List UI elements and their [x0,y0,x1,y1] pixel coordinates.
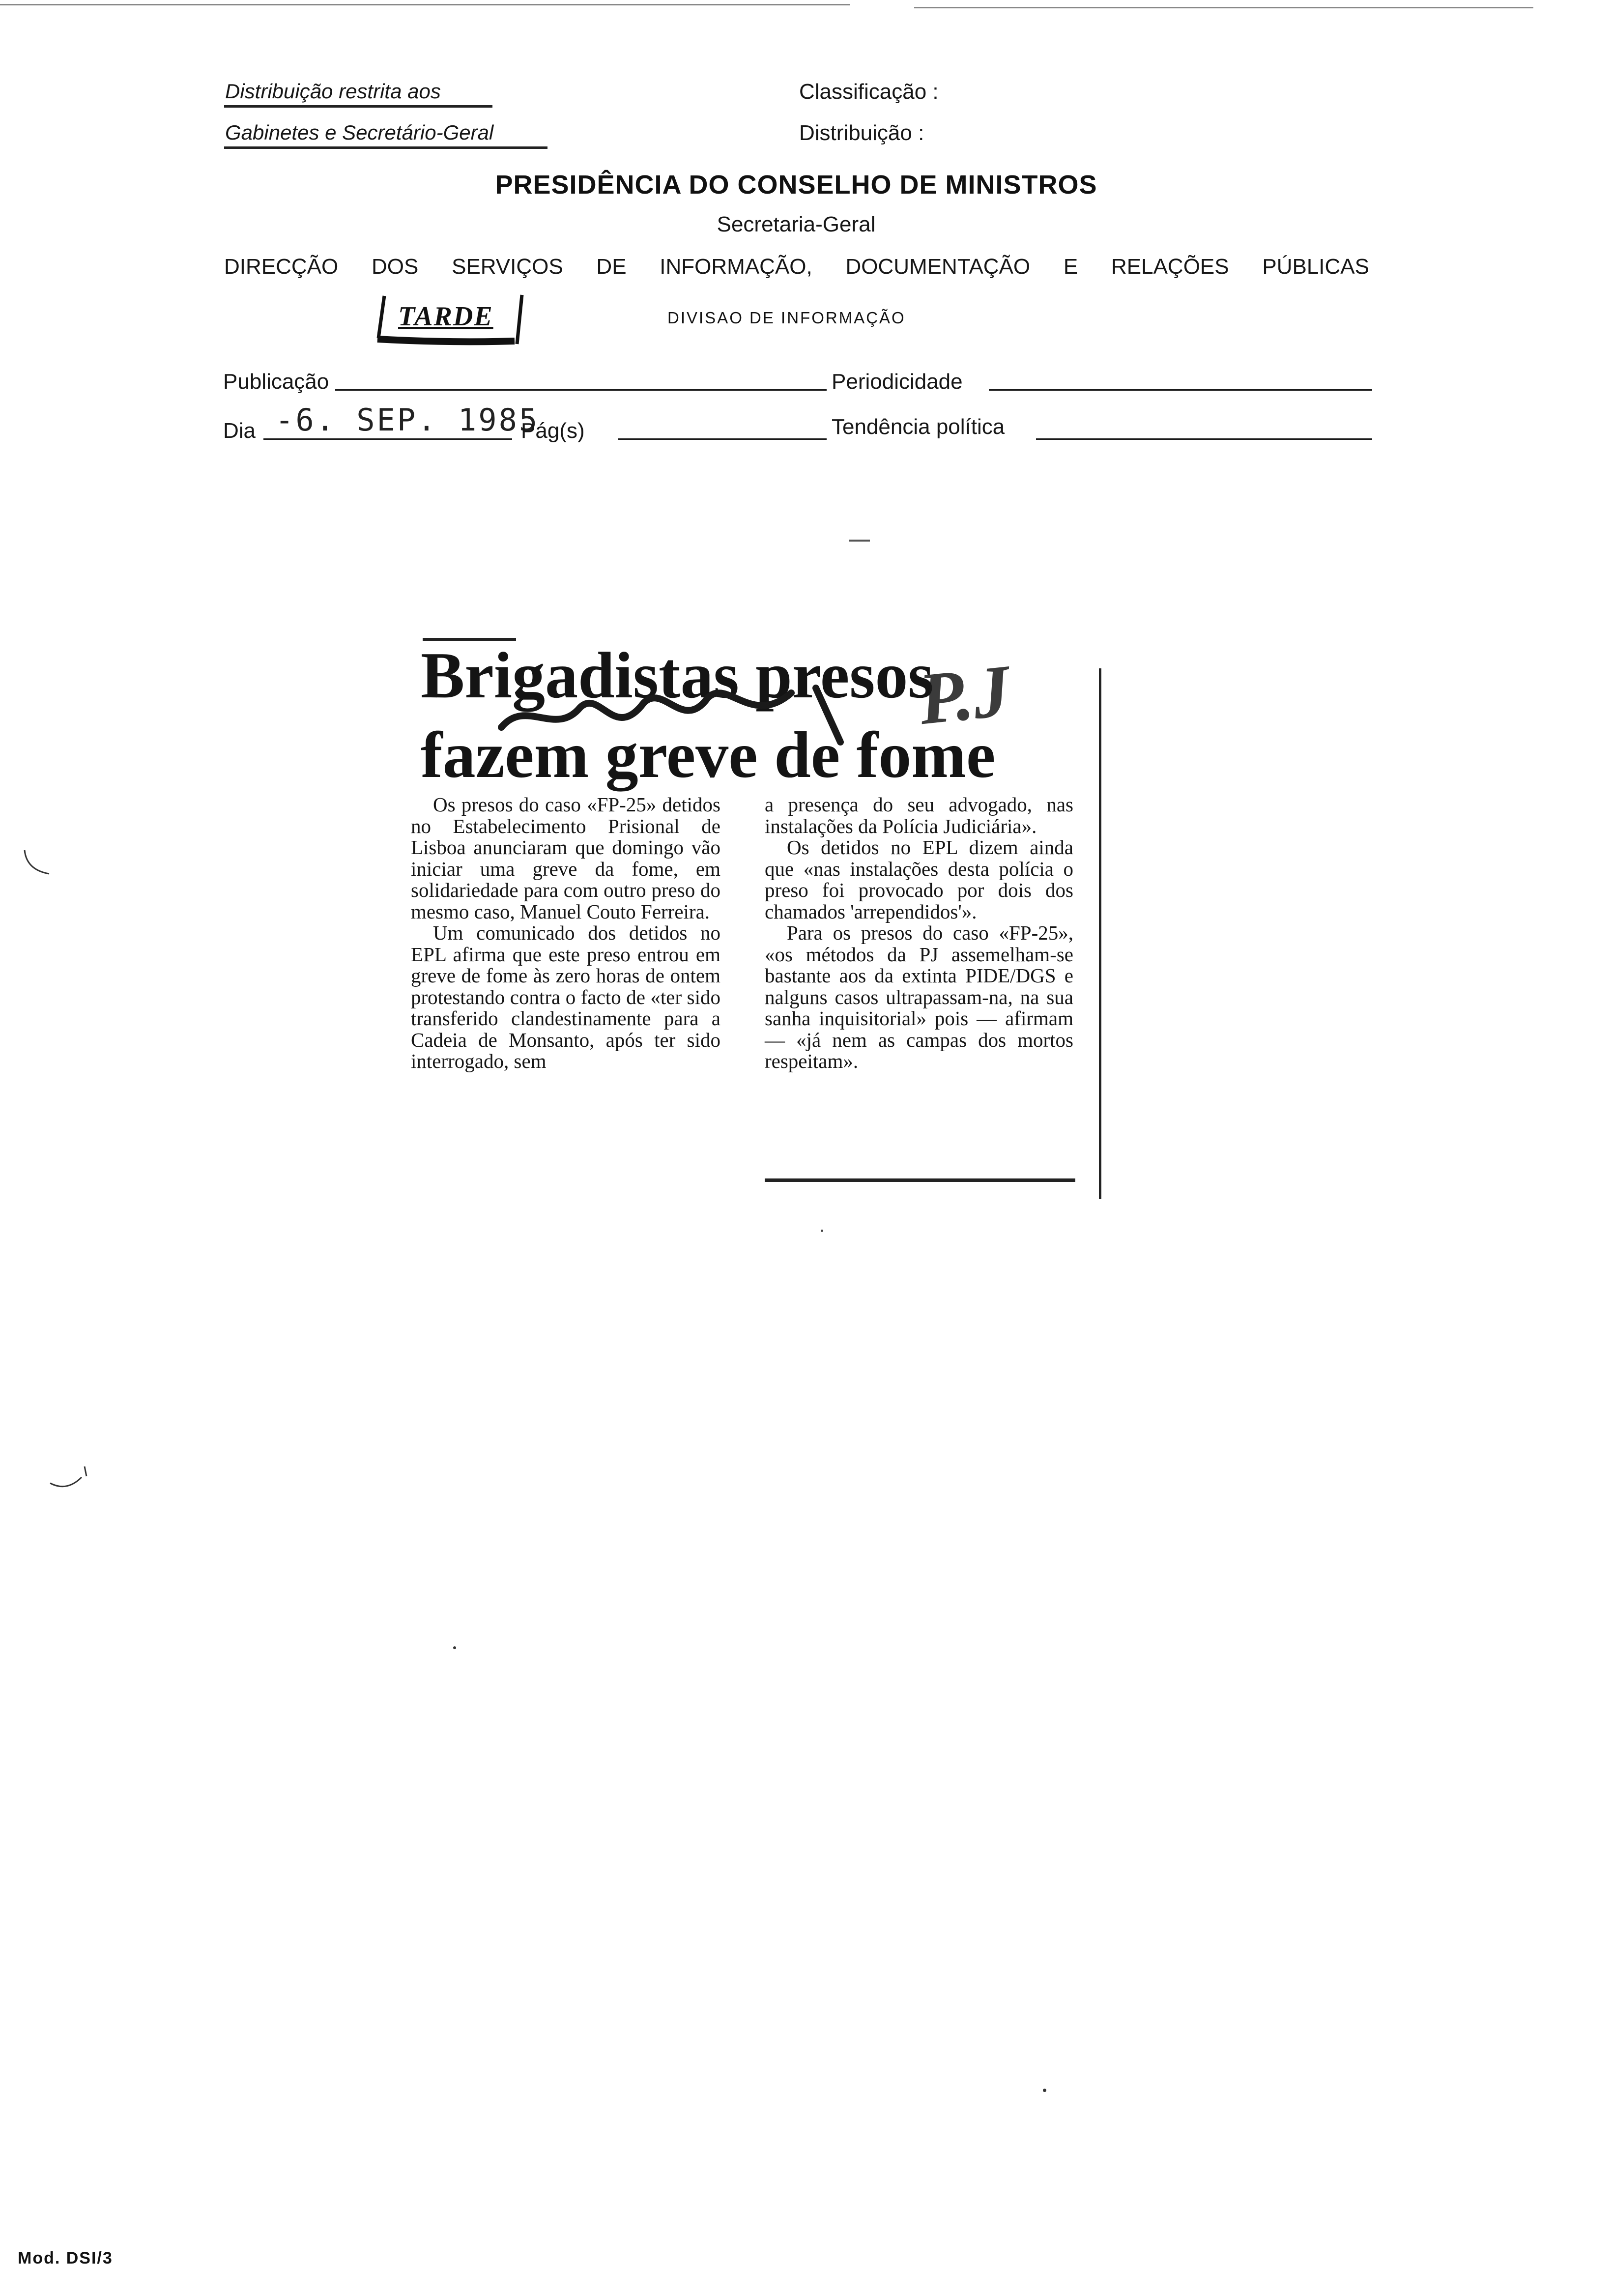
dia-value: -6. SEP. 1985 [275,402,540,438]
publicacao-line [335,389,827,391]
scan-dot [821,1230,823,1232]
punch-hole-mark-icon [47,1464,91,1498]
tendencia-label: Tendência política [832,415,1005,439]
top-border-left [0,4,850,5]
article-end-rule [765,1178,1075,1182]
org-subtitle: Secretaria-Geral [717,212,876,236]
pags-line [618,438,827,440]
scan-dot [1043,2089,1046,2092]
distribution-line-2: Gabinetes e Secretário-Geral [225,121,494,144]
article-paragraph: Para os presos do caso «FP-25», «os métodos da PJ assemelham-se bastante aos da extinta PIDE/DGS e nalguns casos ultrapassam-na, na sua sanha inquisitorial» pois — afirmam — «já nem as campas dos mortos respeitam». [765,921,1073,1072]
publication-stamp [374,290,527,349]
distribution-underline-1 [224,105,492,108]
article-column-right [765,794,1073,1072]
distribution-line-1: Distribuição restrita aos [225,80,441,103]
classification-label: Classificação : [799,80,939,104]
stamp-text: TARDE [398,301,493,332]
periodicidade-label: Periodicidade [832,370,963,394]
scan-dot [453,1646,456,1649]
headline-line-2: fazem greve de fome [421,718,996,791]
dia-line [263,438,512,440]
article-paragraph: a presença do seu advogado, nas instalações da Polícia Judiciária». [765,793,1073,837]
handwritten-scribble-icon [496,668,870,752]
article-paragraph: Os presos do caso «FP-25» detidos no Estabelecimento Prisional de Lisboa anunciaram que domingo vão iniciar uma greve da fome, em solidariedade para com outro preso do mesmo caso, Manuel Couto Ferreira. [411,793,720,923]
publicacao-label: Publicação [223,370,329,394]
article-paragraph: Um comunicado dos detidos no EPL afirma que este preso entrou em greve de fome às zero horas de ontem protestando contra o facto de «ter sido transferido clandestinamente para a Cadeia de Monsanto, após ter sido interrogado, sem [411,921,720,1072]
distribution-label: Distribuição : [799,121,924,145]
handwritten-annotation: P.J [915,649,1014,741]
org-title: PRESIDÊNCIA DO CONSELHO DE MINISTROS [495,170,1097,200]
pags-label: Pág(s) [521,419,585,443]
scan-dash [849,540,870,542]
form-code: Mod. DSI/3 [18,2249,113,2267]
tendencia-line [1036,438,1372,440]
punch-hole-mark-icon [20,845,59,885]
dia-label: Dia [223,419,256,443]
article-column-left [411,794,720,1072]
headline-line-1: Brigadistas presos [421,639,934,712]
periodicidade-line [989,389,1372,391]
clipping-right-edge [1099,668,1101,1199]
division-label: DIVISAO DE INFORMAÇÃO [667,309,906,327]
article-paragraph: Os detidos no EPL dizem ainda que «nas instalações desta polícia o preso foi provocado por dois dos chamados 'arrependidos'». [765,836,1073,923]
distribution-underline-2 [224,146,547,149]
top-border-right [914,7,1533,8]
directorate-line: DIRECÇÃO DOS SERVIÇOS DE INFORMAÇÃO, DOCUMENTAÇÃO E RELAÇÕES PÚBLICAS [224,255,1369,279]
